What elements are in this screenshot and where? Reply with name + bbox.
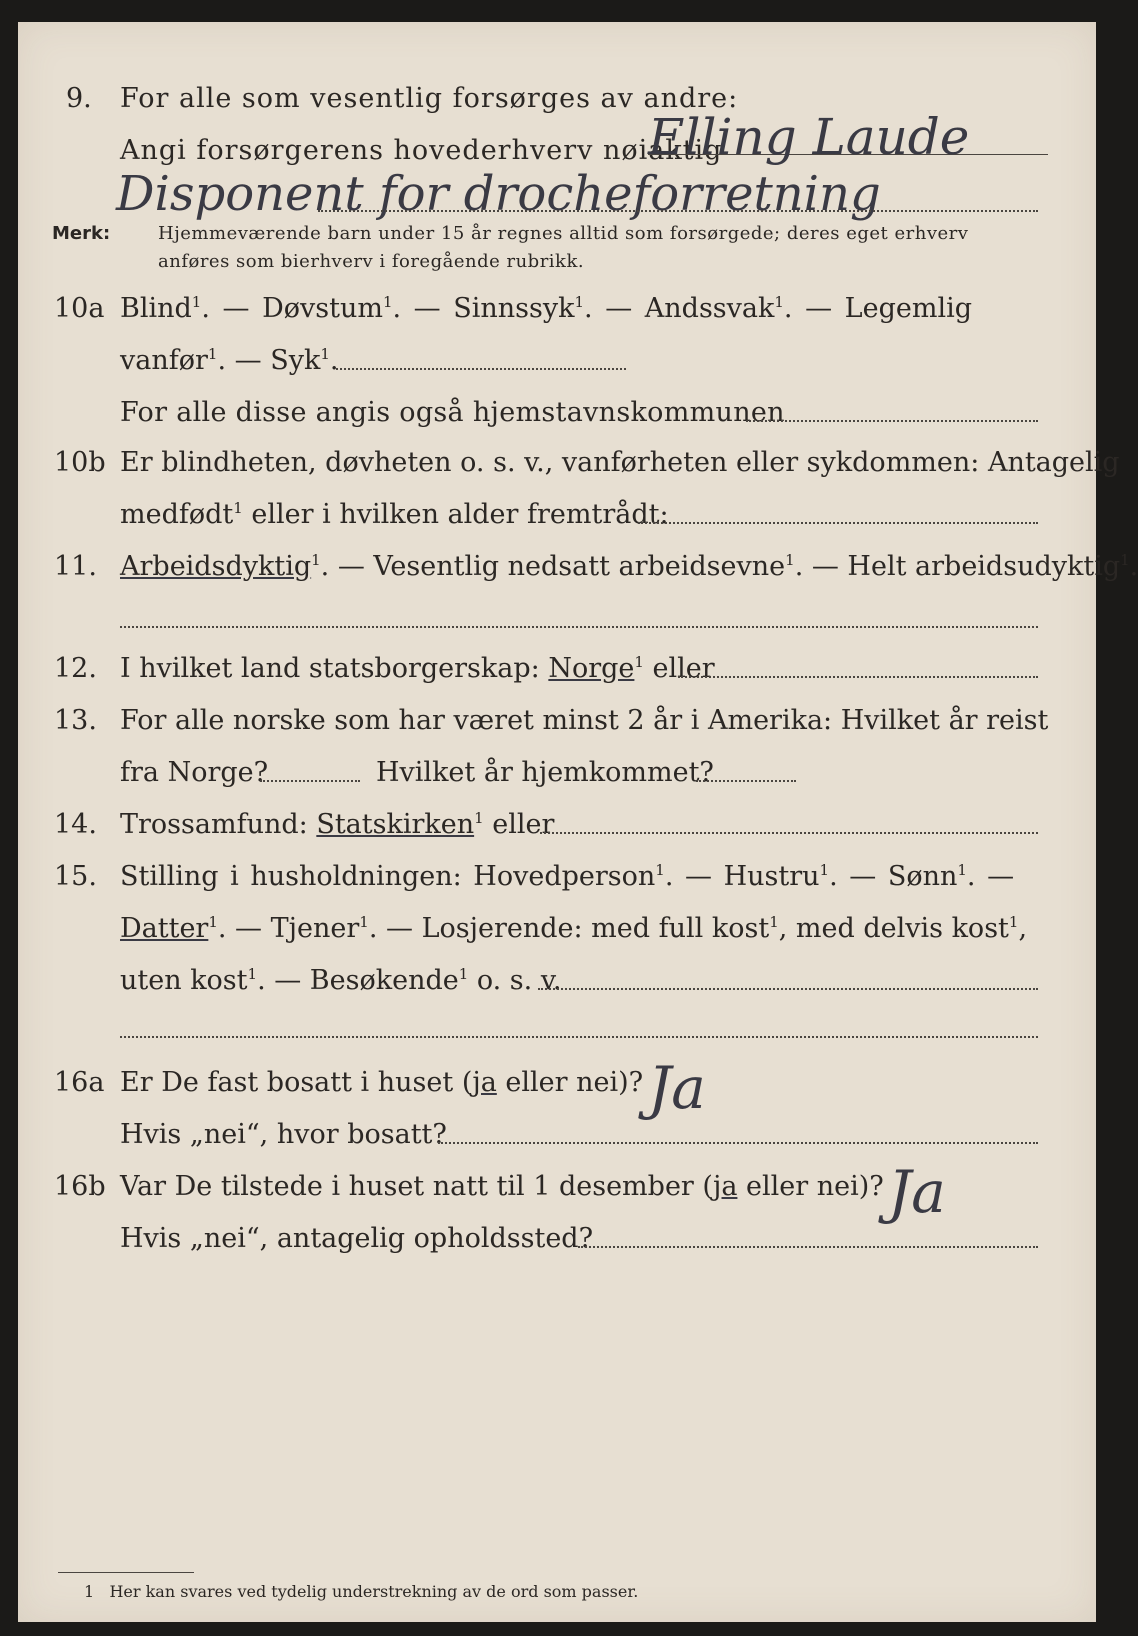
q13-line2a: fra Norge? [120, 757, 269, 788]
q10b-answer-line [638, 522, 1038, 524]
q13-reist-line [260, 780, 360, 782]
item-number-13: 13. [54, 705, 97, 736]
q16b-ja-underlined: ja [712, 1171, 738, 1202]
q15-line1: Stilling i husholdningen: Hovedperson$^1$. — Hustru$^1$. — Sønn$^1$. — [120, 861, 1015, 892]
q10a-line1: Blind$^1$. — Døvstum$^1$. — Sinnssyk$^1$. — Andssvak$^1$. — Legemlig [120, 293, 972, 324]
item-number-10b: 10b [54, 447, 106, 478]
q10a-hjemstavn-line [746, 420, 1038, 422]
item-number-16b: 16b [54, 1171, 106, 1202]
item-number-14: 14. [54, 809, 97, 840]
q14-line1: Trossamfund: Statskirken$^1$ eller [120, 809, 555, 840]
q16a-bosatt-line [438, 1142, 1038, 1144]
item-number-12: 12. [54, 653, 97, 684]
q16a-line2: Hvis „nei“, hvor bosatt? [120, 1119, 447, 1150]
q15-extra-line [120, 1036, 1038, 1038]
q9-line2: Angi forsørgerens hovederhverv nøiaktig [120, 135, 723, 166]
form-page [18, 22, 1138, 1622]
q16a-line1: Er De fast bosatt i huset (ja eller nei)? [120, 1067, 644, 1098]
q11-arbeidsdyktig-underlined: Arbeidsdyktig [120, 551, 312, 582]
q12-norge-underlined: Norge [548, 653, 635, 684]
q16b-line1: Var De tilstede i huset natt til 1 desember (ja eller nei)? [120, 1171, 884, 1202]
q9-occupation-line [318, 210, 1038, 212]
q16b-line2: Hvis „nei“, antagelig opholdssted? [120, 1223, 594, 1254]
footnote-mark: 1 [84, 1582, 95, 1601]
q13-hjemkommet-line [696, 780, 796, 782]
item-number-16a: 16a [54, 1067, 105, 1098]
q9-handwritten-occupation: Disponent for drocheforretning [116, 166, 881, 222]
q16b-opholdssted-line [578, 1246, 1038, 1248]
merk-line1: Hjemmeværende barn under 15 år regnes alltid som forsørgede; deres eget erhverv [158, 223, 969, 244]
q16a-handwritten-answer: Ja [648, 1054, 706, 1122]
q9-line1: For alle som vesentlig forsørges av andre: [120, 83, 739, 114]
q10b-line2: medfødt$^1$ eller i hvilken alder fremtrådt: [120, 499, 669, 530]
q11-line1: Arbeidsdyktig$^1$. — Vesentlig nedsatt arbeidsevne$^1$. — Helt arbeidsudyktig$^1$. [120, 551, 1138, 582]
q15-line2: Datter$^1$. — Tjener$^1$. — Losjerende: med full kost$^1$, med delvis kost$^1$, [120, 913, 1028, 944]
q10a-syk-line [336, 368, 626, 370]
q12-answer-line [678, 676, 1038, 678]
q16a-ja-underlined: ja [472, 1067, 497, 1098]
item-number-11: 11. [54, 551, 97, 582]
q14-statskirken-underlined: Statskirken [316, 809, 475, 840]
footnote-text: 1 Her kan svares ved tydelig understrekning av de ord som passer. [84, 1582, 639, 1601]
q10b-line1: Er blindheten, døvheten o. s. v., vanførheten eller sykdommen: Antagelig [120, 447, 1120, 478]
item-number-9: 9. [66, 83, 92, 114]
merk-label: Merk: [52, 223, 111, 244]
q9-handwritten-name: Elling Laude [648, 108, 970, 166]
q15-answer-line [538, 988, 1038, 990]
q10a-line3: For alle disse angis også hjemstavnskommunen [120, 397, 785, 428]
q15-line3: uten kost$^1$. — Besøkende$^1$ o. s. v. [120, 965, 562, 996]
q15-datter-underlined: Datter [120, 913, 209, 944]
item-number-15: 15. [54, 861, 97, 892]
q11-answer-line [120, 626, 1038, 628]
footnote-rule [58, 1572, 194, 1573]
q10a-line2: vanfør$^1$. — Syk$^1$. [120, 345, 339, 376]
q12-line1: I hvilket land statsborgerskap: Norge$^1$ eller [120, 653, 715, 684]
merk-line2: anføres som bierhverv i foregående rubrikk. [158, 251, 585, 272]
item-number-10a: 10a [54, 293, 105, 324]
q13-line2b: Hvilket år hjemkommet? [376, 757, 714, 788]
q16b-handwritten-answer: Ja [888, 1158, 946, 1226]
q13-line1: For alle norske som har været minst 2 år i Amerika: Hvilket år reist [120, 705, 1049, 736]
q14-answer-line [540, 832, 1038, 834]
